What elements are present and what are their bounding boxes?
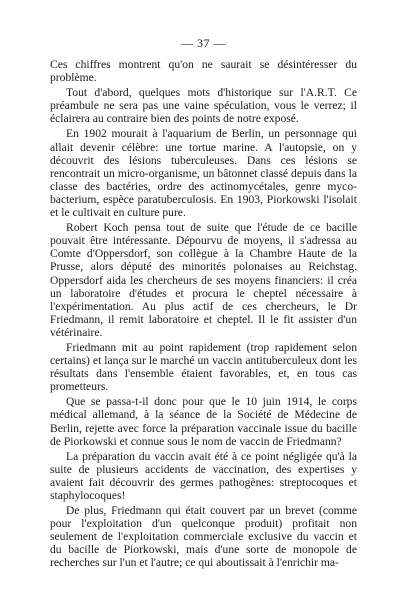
- paragraph: Ces chiffres montrent qu'on ne saurait se désintéresser du problème.: [50, 58, 357, 85]
- paragraph: Robert Koch pensa tout de suite que l'étude de ce bacille pouvait être intéressante. Dépourvu de moyens, il s'adressa au Comte d'Oppersdorf, son collègue à la Chambre Haute de la Prusse, alors député des minorités polonaises au Reichstag. Oppersdorf aida les chercheurs de ses moyens financiers: il créa un laboratoire d'études et procura le cheptel nécessaire à l'expérimentation. Au plus actif de ces chercheurs, le Dr Friedmann, il remit laboratoire et cheptel. Il le fit assister d'un vétérinaire.: [50, 221, 357, 339]
- body-text: [50, 58, 357, 572]
- paragraph: Que se passa-t-il donc pour que le 10 juin 1914, le corps médical allemand, à la séance de la Société de Médecine de Berlin, rejette avec force la préparation vaccinale issue du bacille de Piorkowski et connue sous le nom de vaccin de Friedmann?: [50, 395, 357, 448]
- paragraph: En 1902 mourait à l'aquarium de Berlin, un personnage qui allait devenir célèbre: une tortue marine. A l'autopsie, on y découvrit des lésions tuberculeuses. Dans ces lésions se rencontrait un micro-organisme, un bâtonnet classé depuis dans la classe des bactéries, ordre des actinomycétales, genre myco-bacterium, espèce paratuberculosis. En 1903, Piorkowski l'isolait et le cultivait en culture pure.: [50, 127, 357, 220]
- paragraph: La préparation du vaccin avait été à ce point négligée qu'à la suite de plusieurs accidents de vaccination, des expertises y avaient fait découvrir des germes pathogènes: streptocoques et staphylocoques!: [50, 449, 357, 502]
- paragraph: Friedmann mit au point rapidement (trop rapidement selon certains) et lança sur le marché un vaccin antituberculeux dont les résultats dans l'ensemble étaient favorables, et, en tous cas prometteurs.: [50, 340, 357, 394]
- paragraph: Tout d'abord, quelques mots d'historique sur l'A.R.T. Ce préambule ne sera pas une vaine spéculation, vous le verrez; il éclairera au contraire bien des points de notre exposé.: [50, 86, 357, 126]
- page-number: — 37 —: [181, 36, 226, 50]
- paragraph: De plus, Friedmann qui était couvert par un brevet (comme pour l'exploitation d'un quelconque produit) profitait non seulement de l'exploitation commerciale exclusive du vaccin et du bacille de Piorkowski, mais d'une sorte de monopole de recherches sur l'un et l'autre; ce qui aboutissait à l'enrichir ma-: [50, 504, 357, 570]
